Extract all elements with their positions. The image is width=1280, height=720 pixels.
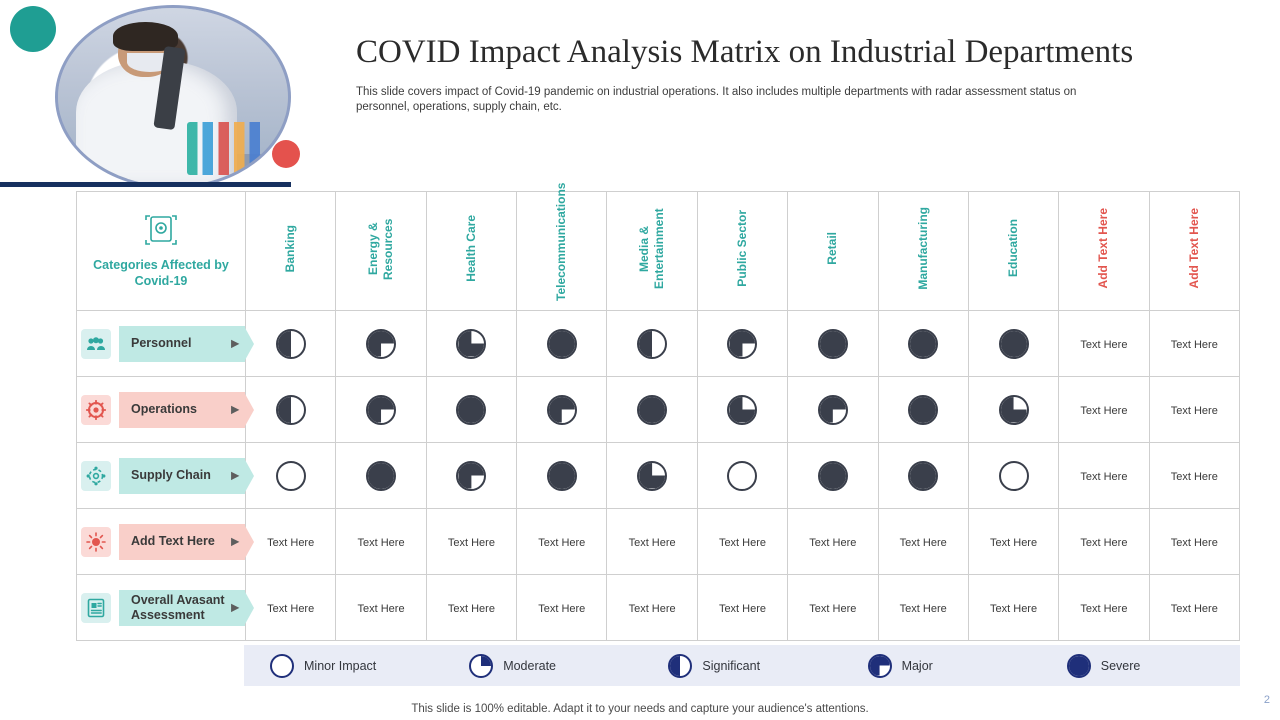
matrix-corner-cell	[77, 192, 246, 311]
row-label-personnel[interactable]	[77, 311, 246, 377]
cell-text: Text Here	[1170, 470, 1218, 483]
matrix-corner-label: Categories Affected by Covid-19	[93, 257, 229, 288]
scan-document-icon	[77, 214, 245, 251]
legend-item-major	[842, 654, 1041, 678]
harvey-ball	[456, 395, 486, 425]
title-block	[356, 32, 1156, 115]
header-underline	[0, 182, 291, 187]
row-label-wrapper	[81, 457, 245, 495]
harvey-ball	[276, 395, 306, 425]
gear-icon	[81, 395, 111, 425]
matrix-cell[interactable]	[788, 575, 878, 641]
legend-label: Minor Impact	[304, 658, 377, 673]
chevron-right-icon: ▶	[231, 470, 239, 481]
matrix-cell[interactable]	[788, 443, 878, 509]
column-header-label: Add Text Here	[1186, 208, 1201, 289]
cell-text: Text Here	[990, 602, 1038, 615]
matrix-cell[interactable]	[336, 443, 426, 509]
matrix-cell[interactable]	[1059, 311, 1149, 377]
row-label-text: Overall Avasant Assessment	[131, 592, 225, 622]
matrix-cell[interactable]	[1059, 377, 1149, 443]
matrix-cell[interactable]	[517, 509, 607, 575]
legend-label: Severe	[1100, 658, 1141, 673]
column-header-media-entertainment	[607, 192, 697, 311]
column-header-placeholder-2	[1149, 192, 1239, 311]
harvey-ball	[547, 395, 577, 425]
column-header-label: Telecommunications	[554, 182, 569, 301]
cell-text: Text Here	[628, 602, 676, 615]
matrix-cell[interactable]	[517, 311, 607, 377]
legend	[244, 645, 1240, 686]
matrix-cell[interactable]	[336, 311, 426, 377]
table-row	[77, 377, 1240, 443]
row-label-wrapper	[81, 523, 245, 561]
cell-text: Text Here	[628, 536, 676, 549]
legend-ball-icon	[1067, 654, 1091, 678]
legend-label: Major	[901, 658, 933, 673]
matrix-cell[interactable]	[697, 377, 787, 443]
legend-ball-icon	[868, 654, 892, 678]
cell-text: Text Here	[357, 602, 405, 615]
virus-icon	[10, 6, 56, 52]
legend-ball-icon	[668, 654, 692, 678]
people-icon	[81, 329, 111, 359]
row-pill	[119, 326, 245, 362]
matrix-cell[interactable]	[1149, 377, 1239, 443]
matrix-cell[interactable]	[336, 377, 426, 443]
matrix-cell[interactable]	[246, 575, 336, 641]
cell-text: Text Here	[267, 536, 315, 549]
column-header-label: Education	[1006, 219, 1021, 278]
page-number: 2	[1263, 694, 1270, 706]
cell-text: Text Here	[1170, 338, 1218, 351]
cell-text: Text Here	[447, 536, 495, 549]
cell-text: Text Here	[1080, 470, 1128, 483]
matrix-cell[interactable]	[336, 575, 426, 641]
row-label-text: Personnel	[131, 336, 192, 350]
column-header-label: Media & Entertainment	[637, 208, 667, 289]
harvey-ball	[637, 329, 667, 359]
matrix-cell[interactable]	[878, 443, 968, 509]
row-label-text: Add Text Here	[131, 534, 215, 548]
sun-icon	[81, 527, 111, 557]
matrix-cell[interactable]	[426, 377, 516, 443]
matrix-cell[interactable]	[697, 575, 787, 641]
matrix-cell[interactable]	[517, 575, 607, 641]
matrix-cell[interactable]	[968, 509, 1058, 575]
matrix-cell[interactable]	[607, 377, 697, 443]
harvey-ball	[727, 395, 757, 425]
matrix-cell[interactable]	[607, 443, 697, 509]
matrix-cell[interactable]	[517, 377, 607, 443]
harvey-ball	[547, 461, 577, 491]
row-label-placeholder[interactable]	[77, 509, 246, 575]
table-row	[77, 443, 1240, 509]
column-header-education	[968, 192, 1058, 311]
matrix-cell[interactable]	[336, 509, 426, 575]
cell-text: Text Here	[1080, 404, 1128, 417]
cell-text: Text Here	[718, 602, 767, 615]
cell-text: Text Here	[899, 602, 947, 615]
cell-text: Text Here	[538, 536, 586, 549]
harvey-ball	[818, 461, 848, 491]
harvey-ball	[999, 329, 1029, 359]
photo-test-tubes	[187, 122, 274, 175]
column-header-health-care	[426, 192, 516, 311]
matrix-cell[interactable]	[878, 509, 968, 575]
matrix-cell[interactable]	[607, 311, 697, 377]
column-header-label: Public Sector	[734, 210, 749, 287]
table-row	[77, 509, 1240, 575]
photo-inner	[58, 8, 288, 185]
matrix-header-row	[77, 192, 1240, 311]
harvey-ball	[727, 461, 757, 491]
chevron-right-icon: ▶	[231, 602, 239, 613]
footer-note: This slide is 100% editable. Adapt it to your needs and capture your audience's attentions.	[411, 703, 869, 715]
cell-text: Text Here	[357, 536, 405, 549]
table-row	[77, 575, 1240, 641]
chevron-right-icon: ▶	[231, 404, 239, 415]
matrix-cell[interactable]	[1149, 509, 1239, 575]
matrix-cell[interactable]	[697, 443, 787, 509]
chevron-right-icon: ▶	[231, 536, 239, 547]
cell-text: Text Here	[1080, 338, 1128, 351]
row-label-supply-chain[interactable]	[77, 443, 246, 509]
row-label-wrapper	[81, 589, 245, 627]
cell-text: Text Here	[538, 602, 586, 615]
matrix-cell[interactable]	[607, 575, 697, 641]
cell-text: Text Here	[1170, 536, 1218, 549]
matrix-cell[interactable]	[1149, 311, 1239, 377]
matrix-cell[interactable]	[697, 509, 787, 575]
matrix-cell[interactable]	[1059, 575, 1149, 641]
row-label-text: Operations	[131, 402, 197, 416]
matrix-cell[interactable]	[788, 509, 878, 575]
harvey-ball	[276, 461, 306, 491]
matrix-cell[interactable]	[878, 575, 968, 641]
matrix-cell[interactable]	[426, 311, 516, 377]
row-label-wrapper	[81, 325, 245, 363]
matrix-cell[interactable]	[788, 311, 878, 377]
column-header-label: Health Care	[463, 215, 478, 282]
row-pill	[119, 392, 245, 428]
matrix-cell[interactable]	[1149, 575, 1239, 641]
harvey-ball	[366, 329, 396, 359]
virus-icon	[272, 140, 300, 168]
cell-text: Text Here	[1170, 602, 1218, 615]
row-pill	[119, 524, 245, 560]
page-subtitle: This slide covers impact of Covid-19 pandemic on industrial operations. It also includes multiple departments with radar assessment status on personnel, operations, supply chain, etc.	[356, 86, 1077, 113]
report-icon	[81, 593, 111, 623]
cell-text: Text Here	[809, 602, 857, 615]
legend-item-minor-impact	[244, 654, 443, 678]
page-title: COVID Impact Analysis Matrix on Industrial Departments	[356, 34, 1134, 70]
cell-text: Text Here	[1080, 536, 1128, 549]
hero-image	[0, 0, 320, 185]
legend-ball-icon	[469, 654, 493, 678]
matrix-cell[interactable]	[968, 377, 1058, 443]
column-header-label: Energy & Resources	[366, 217, 396, 280]
row-label-operations[interactable]	[77, 377, 246, 443]
harvey-ball	[999, 395, 1029, 425]
column-header-retail	[788, 192, 878, 311]
row-label-overall-assessment[interactable]	[77, 575, 246, 641]
matrix-body	[77, 311, 1240, 641]
column-header-energy-resources	[336, 192, 426, 311]
cell-text: Text Here	[899, 536, 947, 549]
matrix-cell[interactable]	[878, 377, 968, 443]
harvey-ball	[818, 329, 848, 359]
matrix-cell[interactable]	[697, 311, 787, 377]
matrix-cell[interactable]	[1059, 443, 1149, 509]
legend-item-moderate	[443, 654, 642, 678]
cell-text: Text Here	[718, 536, 767, 549]
matrix-header	[77, 182, 1240, 311]
cell-text: Text Here	[990, 536, 1038, 549]
harvey-ball	[727, 329, 757, 359]
row-label-text: Supply Chain	[131, 468, 211, 482]
column-header-banking	[246, 192, 336, 311]
matrix-cell[interactable]	[246, 311, 336, 377]
matrix-cell[interactable]	[426, 443, 516, 509]
harvey-ball	[547, 329, 577, 359]
cell-text: Text Here	[267, 602, 315, 615]
column-header-label: Retail	[825, 232, 840, 265]
harvey-ball	[456, 461, 486, 491]
cell-text: Text Here	[809, 536, 857, 549]
network-icon	[81, 461, 111, 491]
harvey-ball	[276, 329, 306, 359]
harvey-ball	[456, 329, 486, 359]
chevron-right-icon: ▶	[231, 338, 239, 349]
matrix-cell[interactable]	[426, 509, 516, 575]
matrix-cell[interactable]	[607, 509, 697, 575]
column-header-public-sector	[697, 192, 787, 311]
matrix-cell[interactable]	[246, 443, 336, 509]
harvey-ball	[818, 395, 848, 425]
matrix-cell[interactable]	[1059, 509, 1149, 575]
matrix-cell[interactable]	[968, 311, 1058, 377]
harvey-ball	[908, 461, 938, 491]
legend-ball-icon	[270, 654, 294, 678]
harvey-ball	[366, 461, 396, 491]
impact-matrix	[76, 182, 1240, 641]
scientist-photo	[55, 5, 291, 185]
column-header-placeholder-1	[1059, 192, 1149, 311]
matrix-cell[interactable]	[968, 443, 1058, 509]
harvey-ball	[366, 395, 396, 425]
legend-label: Moderate	[503, 658, 556, 673]
harvey-ball	[999, 461, 1029, 491]
column-header-label: Add Text Here	[1096, 208, 1111, 289]
matrix-cell[interactable]	[246, 377, 336, 443]
cell-text: Text Here	[447, 602, 495, 615]
matrix-cell[interactable]	[788, 377, 878, 443]
matrix-cell[interactable]	[426, 575, 516, 641]
cell-text: Text Here	[1080, 602, 1128, 615]
harvey-ball	[637, 395, 667, 425]
column-header-telecommunications	[517, 182, 607, 311]
matrix-cell[interactable]	[968, 575, 1058, 641]
legend-label: Significant	[702, 658, 761, 673]
row-label-wrapper	[81, 391, 245, 429]
matrix-cell[interactable]	[517, 443, 607, 509]
harvey-ball	[908, 329, 938, 359]
matrix-cell[interactable]	[1149, 443, 1239, 509]
column-header-manufacturing	[878, 192, 968, 311]
matrix-cell[interactable]	[246, 509, 336, 575]
legend-item-severe	[1041, 654, 1240, 678]
row-pill	[119, 458, 245, 494]
cell-text: Text Here	[1170, 404, 1218, 417]
row-pill	[119, 590, 245, 626]
column-header-label: Manufacturing	[915, 207, 930, 290]
harvey-ball	[637, 461, 667, 491]
legend-item-significant	[642, 654, 841, 678]
matrix-cell[interactable]	[878, 311, 968, 377]
harvey-ball	[908, 395, 938, 425]
column-header-label: Banking	[283, 224, 298, 273]
table-row	[77, 311, 1240, 377]
